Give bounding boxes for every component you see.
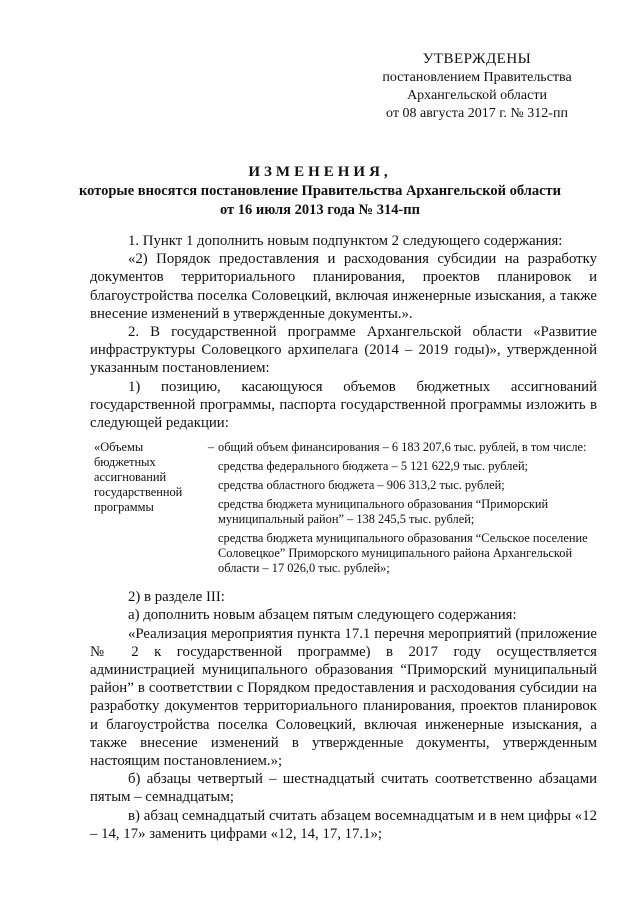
approval-line-3: от 08 августа 2017 г. № 312-пп <box>386 106 568 121</box>
table-row: общий объем финансирования – 6 183 207,6 тыс. рублей, в том числе: <box>218 440 587 455</box>
table-dash: – <box>207 440 215 455</box>
title-line-2: которые вносятся постановление Правительства Архангельской области <box>78 183 562 199</box>
paragraph-3: 2. В государственной программе Архангельской области «Развитие инфраструктуры Соловецкого архипелага (2014 – 2019 годы)», утвержденной указанным постановлением: <box>90 324 597 377</box>
paragraph-8: б) абзацы четвертый – шестнадцатый считать соответственно абзацами пятым – семнадцатым; <box>90 771 597 806</box>
approval-line-1: постановлением Правительства <box>382 70 572 85</box>
budget-table <box>90 440 597 580</box>
document-body <box>90 232 597 843</box>
paragraph-1: 1. Пункт 1 дополнить новым подпунктом 2 следующего содержания: <box>128 233 563 249</box>
document-title <box>0 162 640 220</box>
paragraph-5: 2) в разделе III: <box>128 589 225 606</box>
table-row: средства областного бюджета – 906 313,2 тыс. рублей; <box>218 478 505 493</box>
paragraph-9: в) абзац семнадцатый считать абзацем восемнадцатым и в нем цифры «12 – 14, 17» заменить цифрами «12, 14, 17, 17.1»; <box>90 807 597 842</box>
approval-block <box>362 50 592 123</box>
title-line-1: ИЗМЕНЕНИЯ, <box>248 164 392 180</box>
table-row: средства бюджета муниципального образования “Приморский муниципальный район” – 138 245,5 тыс. рублей; <box>218 497 549 527</box>
title-line-3: от 16 июля 2013 года № 314-пп <box>220 202 420 218</box>
table-row: средства бюджета муниципального образования “Сельское поселение Соловецкое” Приморского муниципального района Архангельской области – 17 026,0 тыс. рублей»; <box>218 531 588 576</box>
table-left-cell: «Объемы бюджетных ассигнований государственной программы <box>94 440 183 515</box>
table-row: средства федерального бюджета – 5 121 622,9 тыс. рублей; <box>218 459 529 474</box>
paragraph-4: 1) позицию, касающуюся объемов бюджетных ассигнований государственной программы, паспорта государственной программы изложить в следующей редакции: <box>90 378 597 432</box>
paragraph-7: «Реализация мероприятия пункта 17.1 перечня мероприятий (приложение № 2 к государственной программе) в 2017 году осуществляется администрацией муниципального образования “Приморский муниципальный район” в соответствии с Порядком предоставления и расходования субсидии на разработку документов территориального планирования, проектов планировок и благоустройства поселка Соловецкий, включая инженерные изыскания, а также внесение изменений в утвержденные документы, утвержденным настоящим постановлением.»; <box>90 625 597 770</box>
approval-heading: УТВЕРЖДЕНЫ <box>422 51 532 67</box>
table-right-cell <box>218 440 597 580</box>
paragraph-2: «2) Порядок предоставления и расходования субсидии на разработку документов территориального планирования, проектов планировок и благоустройства поселка Соловецкий, включая инженерные изыскания, а также внесение изменений в утвержденные документы.». <box>90 251 597 322</box>
approval-line-2: Архангельской области <box>407 88 547 103</box>
paragraph-6: а) дополнить новым абзацем пятым следующего содержания: <box>128 607 517 624</box>
